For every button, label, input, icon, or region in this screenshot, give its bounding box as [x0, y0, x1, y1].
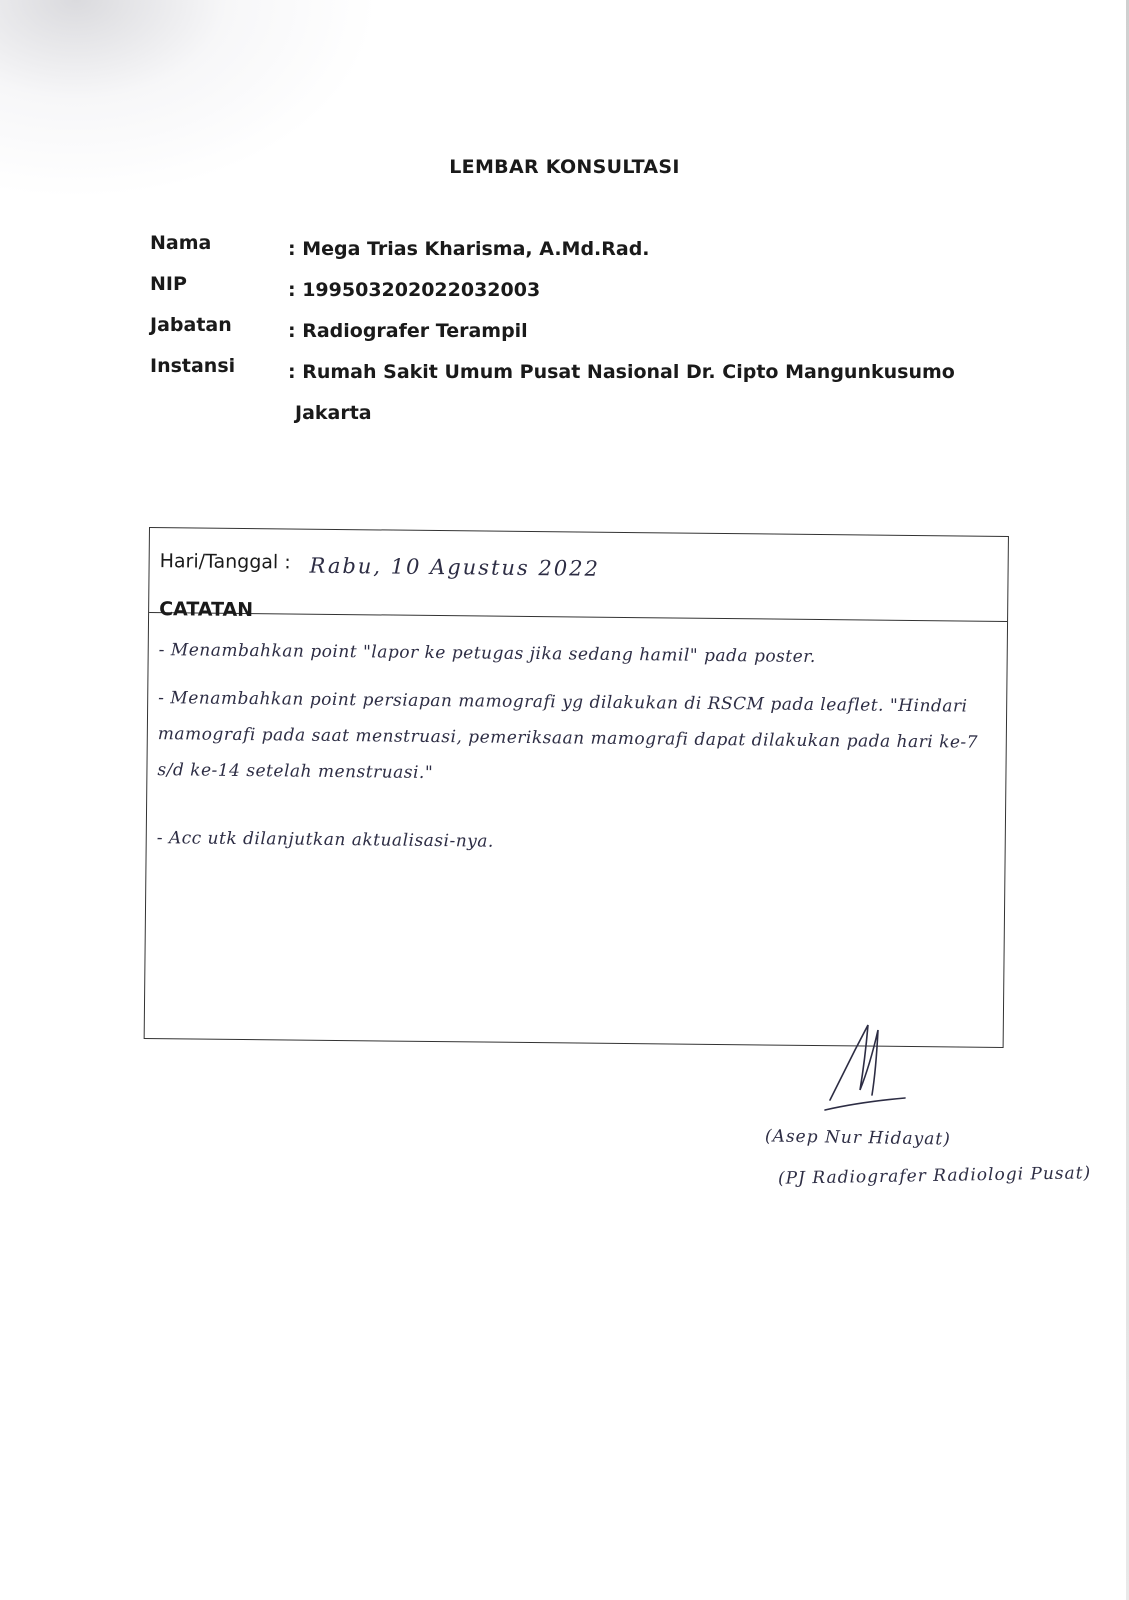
field-nip: [150, 273, 1010, 314]
document-title: LEMBAR KONSULTASI: [449, 156, 680, 178]
box-divider: [149, 612, 1007, 622]
note-item: - Menambahkan point "lapor ke petugas jika sedang hamil" pada poster.: [158, 640, 816, 667]
signature-mark: [820, 1020, 910, 1120]
field-label: Jabatan: [150, 314, 232, 336]
signatory-role: (PJ Radiografer Radiologi Pusat): [777, 1163, 1092, 1189]
field-value: : Mega Trias Kharisma, A.Md.Rad.: [288, 238, 650, 260]
signatory-name: (Asep Nur Hidayat): [764, 1126, 951, 1150]
date-value: Rabu, 10 Agustus 2022: [309, 553, 601, 581]
field-label: Nama: [150, 232, 212, 254]
field-label: NIP: [150, 273, 187, 295]
field-label: Instansi: [150, 355, 236, 377]
date-label: Hari/Tanggal :: [159, 550, 291, 574]
instansi-continuation: Jakarta: [295, 402, 372, 424]
field-value: : 199503202022032003: [288, 279, 541, 301]
field-nama: [150, 232, 1010, 273]
field-instansi: [150, 355, 1010, 396]
field-value: : Radiografer Terampil: [288, 320, 528, 342]
identity-section: [150, 232, 1010, 424]
consultation-box: [144, 527, 1009, 1048]
field-jabatan: [150, 314, 1010, 355]
note-item: - Acc utk dilanjutkan aktualisasi-nya.: [156, 828, 494, 852]
field-value: : Rumah Sakit Umum Pusat Nasional Dr. Cipto Mangunkusumo: [288, 361, 955, 383]
notes-label: CATATAN: [159, 598, 254, 622]
note-item: - Menambahkan point persiapan mamografi yg dilakukan di RSCM pada leaflet. "Hindari mamografi pada saat menstruasi, pemeriksaan mamografi dapat dilakukan pada hari ke-7 s/d ke-14 setelah menstruasi.": [157, 688, 979, 783]
